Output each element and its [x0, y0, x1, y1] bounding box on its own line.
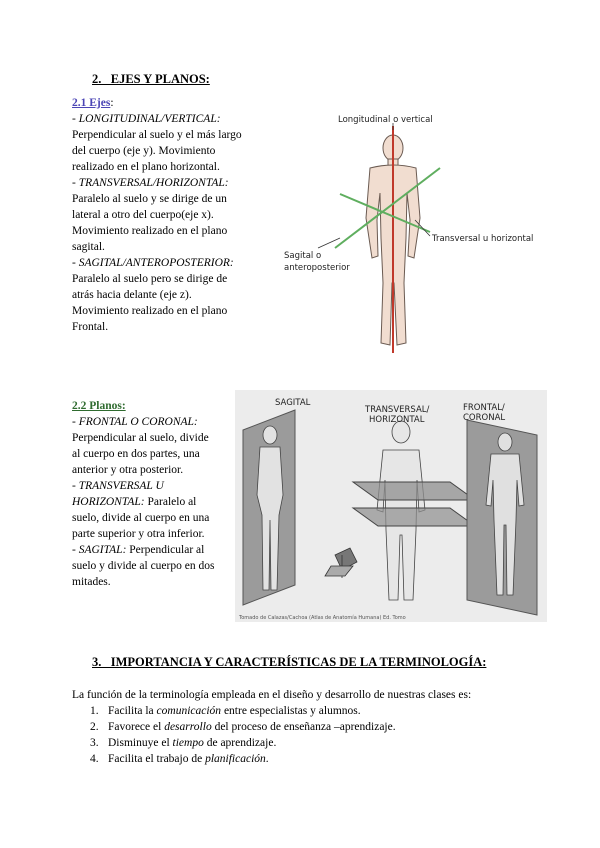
axis-text-line: del cuerpo (eje y). Movimiento	[72, 145, 216, 157]
label-frontal-plane-2: CORONAL	[463, 413, 506, 423]
plane-text: Perpendicular al suelo, divide	[72, 432, 209, 444]
label-sagital-1: Sagital o	[284, 251, 322, 261]
plane-text: anterior y otra posterior.	[72, 464, 184, 476]
label-longitudinal: Longitudinal o vertical	[338, 115, 433, 125]
list-item: 1. Facilita la comunicación entre especialistas y alumnos.	[90, 705, 361, 717]
label-sagital-plane: SAGITAL	[275, 398, 311, 408]
axis-text-line: atrás hacia delante (eje z).	[72, 289, 192, 301]
label-transversal-plane-2: HORIZONTAL	[369, 415, 425, 425]
plane-text-italic: - TRANSVERSAL U	[72, 480, 164, 492]
plane-text-italic: - SAGITAL:	[72, 544, 127, 556]
list-item: 3. Disminuye el tiempo de aprendizaje.	[90, 737, 277, 749]
axis-text-line: Paralelo al suelo y se dirige de un	[72, 193, 227, 205]
axis-text-line: lateral a otro del cuerpo(eje x).	[72, 209, 214, 221]
planos-text-block	[72, 398, 242, 590]
figure-caption: Tomado de Calazas/Cachoa (Atlas de Anatomía Humana) Ed. Tomo	[239, 615, 406, 621]
axis-text-line: Movimiento realizado en el plano	[72, 305, 228, 317]
axis-text-line: Frontal.	[72, 321, 109, 333]
ejes-colon: :	[110, 97, 114, 109]
plane-text-italic: HORIZONTAL:	[72, 496, 145, 508]
plane-text: Paralelo al	[144, 496, 197, 508]
label-sagital-2: anteroposterior	[284, 263, 350, 273]
terminology-list	[90, 703, 570, 767]
axis-name-transversal: - TRANSVERSAL/HORIZONTAL:	[72, 177, 229, 189]
plane-text: suelo y divide al cuerpo en dos	[72, 560, 215, 572]
section-2-heading: 2. EJES Y PLANOS:	[92, 72, 210, 86]
section-3-heading: 3. IMPORTANCIA Y CARACTERÍSTICAS DE LA TERMINOLOGÍA:	[92, 655, 487, 669]
ejes-text-block	[72, 95, 272, 335]
list-item: 4. Facilita el trabajo de planificación.	[90, 753, 269, 765]
section-3-intro: La función de la terminología empleada en el diseño y desarrollo de nuestras clases es:	[72, 689, 472, 701]
axis-text-line: Movimiento realizado en el plano	[72, 225, 228, 237]
axis-text-line: sagital.	[72, 241, 105, 253]
plane-text-italic: - FRONTAL O CORONAL:	[72, 416, 198, 428]
body-axes-figure	[280, 108, 550, 358]
label-transversal-plane-1: TRANSVERSAL/	[365, 405, 430, 415]
list-item: 2. Favorece el desarrollo del proceso de enseñanza –aprendizaje.	[90, 721, 396, 733]
plane-text: al cuerpo en dos partes, una	[72, 448, 200, 460]
ejes-subheading: 2.1 Ejes	[72, 97, 111, 109]
label-transversal: Transversal u horizontal	[432, 234, 534, 244]
label-frontal-plane-1: FRONTAL/	[463, 403, 505, 413]
planos-subheading: 2.2 Planos:	[72, 400, 126, 412]
axis-text-line: Perpendicular al suelo y el más largo	[72, 129, 242, 141]
axis-text-line: Paralelo al suelo pero se dirige de	[72, 273, 228, 285]
plane-text: suelo, divide al cuerpo en una	[72, 512, 210, 524]
plane-text: Perpendicular al	[126, 544, 205, 556]
axis-text-line: realizado en el plano horizontal.	[72, 161, 220, 173]
axis-name-sagital: - SAGITAL/ANTEROPOSTERIOR:	[72, 257, 234, 269]
plane-text: mitades.	[72, 576, 111, 588]
plane-text: parte superior y otra inferior.	[72, 528, 205, 540]
body-planes-figure	[235, 390, 547, 622]
axis-name-longitudinal: - LONGITUDINAL/VERTICAL:	[72, 113, 221, 125]
